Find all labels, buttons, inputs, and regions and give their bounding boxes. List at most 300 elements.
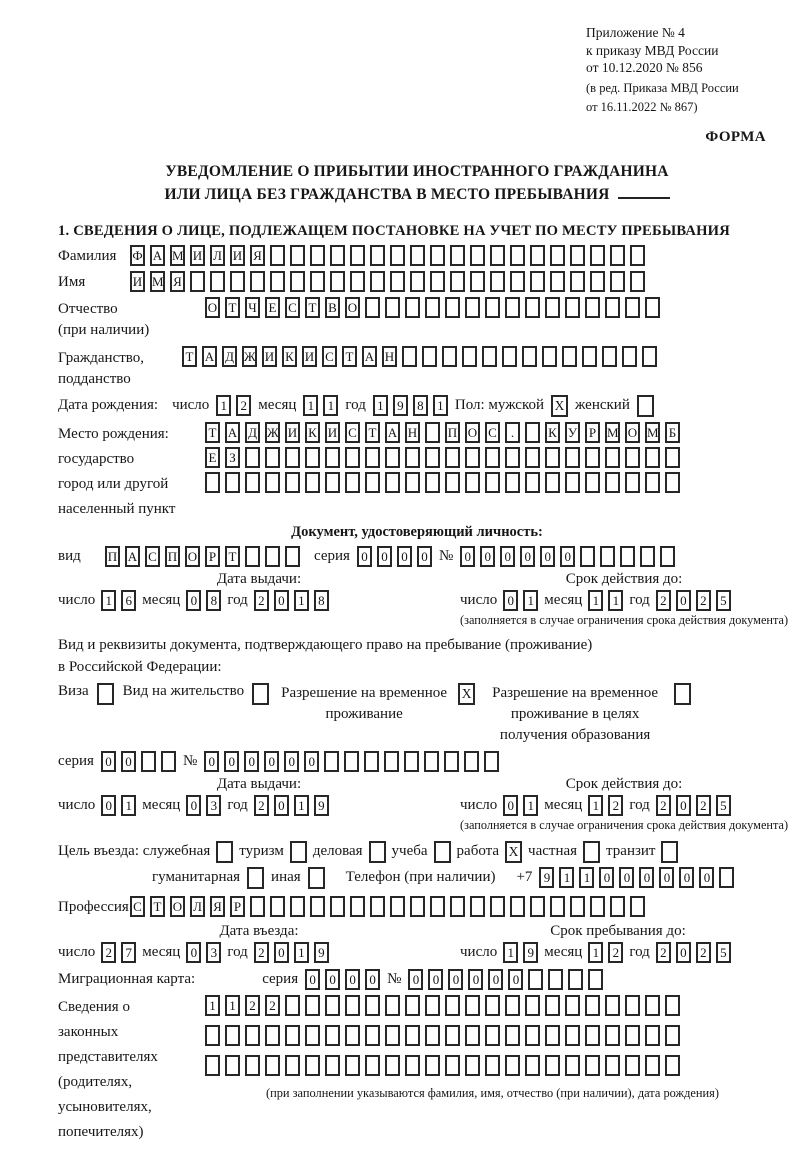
char-cell[interactable] bbox=[425, 1025, 440, 1046]
char-cell[interactable] bbox=[490, 896, 505, 917]
char-cell[interactable]: Т bbox=[150, 896, 165, 917]
char-cell[interactable] bbox=[442, 346, 457, 367]
char-cell[interactable] bbox=[545, 995, 560, 1016]
char-cell[interactable]: 0 bbox=[560, 546, 575, 567]
char-cell[interactable]: 8 bbox=[413, 395, 428, 416]
char-cell[interactable]: 0 bbox=[417, 546, 432, 567]
char-cell[interactable]: З bbox=[225, 447, 240, 468]
char-cell[interactable]: 0 bbox=[244, 751, 259, 772]
char-cell[interactable] bbox=[485, 1055, 500, 1076]
char-cell[interactable]: Т bbox=[305, 297, 320, 318]
char-cell[interactable] bbox=[465, 472, 480, 493]
char-cell[interactable] bbox=[424, 751, 439, 772]
char-cell[interactable]: Е bbox=[205, 447, 220, 468]
char-cell[interactable] bbox=[161, 751, 176, 772]
char-cell[interactable]: Я bbox=[170, 271, 185, 292]
char-cell[interactable] bbox=[505, 472, 520, 493]
char-cell[interactable]: 3 bbox=[206, 942, 221, 963]
char-cell[interactable] bbox=[665, 995, 680, 1016]
char-cell[interactable] bbox=[470, 271, 485, 292]
purpose-official-checkbox[interactable] bbox=[216, 841, 233, 863]
char-cell[interactable] bbox=[665, 1055, 680, 1076]
private-checkbox[interactable] bbox=[583, 841, 600, 863]
char-cell[interactable] bbox=[385, 297, 400, 318]
char-cell[interactable] bbox=[660, 546, 675, 567]
char-cell[interactable] bbox=[585, 447, 600, 468]
char-cell[interactable]: 0 bbox=[468, 969, 483, 990]
char-cell[interactable] bbox=[470, 896, 485, 917]
char-cell[interactable]: С bbox=[130, 896, 145, 917]
char-cell[interactable]: 0 bbox=[676, 590, 691, 611]
char-cell[interactable] bbox=[425, 995, 440, 1016]
char-cell[interactable] bbox=[630, 245, 645, 266]
char-cell[interactable] bbox=[265, 472, 280, 493]
female-checkbox[interactable] bbox=[637, 395, 654, 417]
char-cell[interactable] bbox=[385, 995, 400, 1016]
char-cell[interactable] bbox=[365, 447, 380, 468]
char-cell[interactable]: 1 bbox=[503, 942, 518, 963]
char-cell[interactable] bbox=[370, 896, 385, 917]
char-cell[interactable] bbox=[485, 1025, 500, 1046]
char-cell[interactable]: 1 bbox=[121, 795, 136, 816]
char-cell[interactable] bbox=[505, 1055, 520, 1076]
char-cell[interactable] bbox=[325, 1055, 340, 1076]
char-cell[interactable] bbox=[365, 1025, 380, 1046]
char-cell[interactable]: 1 bbox=[294, 795, 309, 816]
char-cell[interactable]: И bbox=[190, 245, 205, 266]
char-cell[interactable]: К bbox=[545, 422, 560, 443]
char-cell[interactable]: Д bbox=[245, 422, 260, 443]
char-cell[interactable] bbox=[620, 546, 635, 567]
char-cell[interactable]: 9 bbox=[523, 942, 538, 963]
char-cell[interactable] bbox=[550, 896, 565, 917]
char-cell[interactable]: Ч bbox=[245, 297, 260, 318]
char-cell[interactable]: 1 bbox=[523, 590, 538, 611]
char-cell[interactable] bbox=[365, 1055, 380, 1076]
char-cell[interactable] bbox=[405, 1055, 420, 1076]
char-cell[interactable]: Л bbox=[210, 245, 225, 266]
temp-residence-edu-checkbox[interactable] bbox=[674, 683, 691, 705]
residence-permit-checkbox[interactable] bbox=[252, 683, 269, 705]
char-cell[interactable]: 0 bbox=[121, 751, 136, 772]
tourism-checkbox[interactable] bbox=[290, 841, 307, 863]
char-cell[interactable] bbox=[210, 271, 225, 292]
char-cell[interactable]: А bbox=[225, 422, 240, 443]
char-cell[interactable]: 2 bbox=[608, 942, 623, 963]
char-cell[interactable] bbox=[625, 447, 640, 468]
char-cell[interactable] bbox=[305, 472, 320, 493]
char-cell[interactable]: 7 bbox=[121, 942, 136, 963]
char-cell[interactable]: К bbox=[282, 346, 297, 367]
char-cell[interactable]: 0 bbox=[186, 590, 201, 611]
humanitarian-checkbox[interactable] bbox=[247, 867, 264, 889]
char-cell[interactable] bbox=[450, 896, 465, 917]
char-cell[interactable] bbox=[385, 472, 400, 493]
char-cell[interactable] bbox=[485, 995, 500, 1016]
char-cell[interactable] bbox=[565, 1025, 580, 1046]
visa-checkbox[interactable] bbox=[97, 683, 114, 705]
char-cell[interactable]: 0 bbox=[599, 867, 614, 888]
char-cell[interactable] bbox=[430, 245, 445, 266]
char-cell[interactable]: 0 bbox=[325, 969, 340, 990]
char-cell[interactable]: 6 bbox=[121, 590, 136, 611]
char-cell[interactable]: С bbox=[345, 422, 360, 443]
char-cell[interactable] bbox=[205, 472, 220, 493]
char-cell[interactable] bbox=[385, 447, 400, 468]
char-cell[interactable] bbox=[665, 447, 680, 468]
char-cell[interactable]: О bbox=[465, 422, 480, 443]
char-cell[interactable] bbox=[665, 472, 680, 493]
char-cell[interactable]: Т bbox=[225, 297, 240, 318]
char-cell[interactable]: О bbox=[205, 297, 220, 318]
char-cell[interactable] bbox=[645, 995, 660, 1016]
char-cell[interactable] bbox=[345, 447, 360, 468]
char-cell[interactable]: И bbox=[230, 245, 245, 266]
char-cell[interactable]: С bbox=[322, 346, 337, 367]
char-cell[interactable] bbox=[470, 245, 485, 266]
char-cell[interactable] bbox=[245, 1025, 260, 1046]
char-cell[interactable] bbox=[525, 422, 540, 443]
char-cell[interactable]: 1 bbox=[294, 590, 309, 611]
char-cell[interactable] bbox=[305, 1025, 320, 1046]
char-cell[interactable] bbox=[445, 995, 460, 1016]
char-cell[interactable] bbox=[410, 271, 425, 292]
char-cell[interactable]: 1 bbox=[588, 795, 603, 816]
char-cell[interactable] bbox=[665, 1025, 680, 1046]
char-cell[interactable] bbox=[425, 447, 440, 468]
char-cell[interactable] bbox=[325, 995, 340, 1016]
char-cell[interactable] bbox=[528, 969, 543, 990]
char-cell[interactable]: У bbox=[565, 422, 580, 443]
char-cell[interactable] bbox=[605, 1055, 620, 1076]
char-cell[interactable]: 0 bbox=[345, 969, 360, 990]
char-cell[interactable]: 0 bbox=[520, 546, 535, 567]
char-cell[interactable] bbox=[245, 1055, 260, 1076]
char-cell[interactable] bbox=[330, 896, 345, 917]
char-cell[interactable] bbox=[325, 1025, 340, 1046]
char-cell[interactable]: 1 bbox=[588, 590, 603, 611]
char-cell[interactable] bbox=[245, 447, 260, 468]
char-cell[interactable] bbox=[370, 245, 385, 266]
char-cell[interactable] bbox=[545, 1025, 560, 1046]
char-cell[interactable]: 0 bbox=[305, 969, 320, 990]
char-cell[interactable]: О bbox=[185, 546, 200, 567]
char-cell[interactable]: К bbox=[305, 422, 320, 443]
char-cell[interactable] bbox=[645, 297, 660, 318]
char-cell[interactable] bbox=[405, 995, 420, 1016]
char-cell[interactable] bbox=[350, 896, 365, 917]
char-cell[interactable] bbox=[345, 472, 360, 493]
char-cell[interactable]: Ф bbox=[130, 245, 145, 266]
char-cell[interactable]: Т bbox=[182, 346, 197, 367]
char-cell[interactable]: 0 bbox=[264, 751, 279, 772]
char-cell[interactable] bbox=[590, 245, 605, 266]
char-cell[interactable] bbox=[425, 422, 440, 443]
char-cell[interactable]: Т bbox=[225, 546, 240, 567]
char-cell[interactable] bbox=[585, 297, 600, 318]
char-cell[interactable] bbox=[385, 1055, 400, 1076]
char-cell[interactable]: 0 bbox=[480, 546, 495, 567]
char-cell[interactable] bbox=[465, 1025, 480, 1046]
char-cell[interactable] bbox=[405, 472, 420, 493]
char-cell[interactable]: 0 bbox=[659, 867, 674, 888]
char-cell[interactable] bbox=[305, 995, 320, 1016]
char-cell[interactable]: Т bbox=[205, 422, 220, 443]
char-cell[interactable] bbox=[450, 271, 465, 292]
char-cell[interactable] bbox=[545, 297, 560, 318]
char-cell[interactable]: 0 bbox=[460, 546, 475, 567]
char-cell[interactable] bbox=[505, 1025, 520, 1046]
char-cell[interactable] bbox=[570, 271, 585, 292]
char-cell[interactable] bbox=[265, 1025, 280, 1046]
char-cell[interactable]: Я bbox=[210, 896, 225, 917]
char-cell[interactable] bbox=[310, 245, 325, 266]
char-cell[interactable] bbox=[630, 896, 645, 917]
char-cell[interactable] bbox=[285, 1025, 300, 1046]
char-cell[interactable] bbox=[350, 271, 365, 292]
char-cell[interactable] bbox=[285, 546, 300, 567]
char-cell[interactable]: 5 bbox=[716, 795, 731, 816]
char-cell[interactable] bbox=[490, 271, 505, 292]
char-cell[interactable]: Я bbox=[250, 245, 265, 266]
char-cell[interactable]: 9 bbox=[393, 395, 408, 416]
char-cell[interactable] bbox=[542, 346, 557, 367]
char-cell[interactable]: 0 bbox=[284, 751, 299, 772]
char-cell[interactable]: П bbox=[165, 546, 180, 567]
char-cell[interactable] bbox=[445, 1025, 460, 1046]
char-cell[interactable] bbox=[390, 271, 405, 292]
char-cell[interactable] bbox=[530, 271, 545, 292]
char-cell[interactable] bbox=[642, 346, 657, 367]
char-cell[interactable]: 0 bbox=[101, 751, 116, 772]
char-cell[interactable]: 0 bbox=[500, 546, 515, 567]
char-cell[interactable]: 0 bbox=[408, 969, 423, 990]
char-cell[interactable]: И bbox=[302, 346, 317, 367]
char-cell[interactable]: 3 bbox=[206, 795, 221, 816]
char-cell[interactable]: 0 bbox=[377, 546, 392, 567]
char-cell[interactable] bbox=[610, 245, 625, 266]
char-cell[interactable]: С bbox=[145, 546, 160, 567]
char-cell[interactable] bbox=[270, 271, 285, 292]
char-cell[interactable]: 1 bbox=[323, 395, 338, 416]
char-cell[interactable] bbox=[205, 1055, 220, 1076]
char-cell[interactable] bbox=[605, 995, 620, 1016]
char-cell[interactable]: В bbox=[325, 297, 340, 318]
char-cell[interactable] bbox=[545, 472, 560, 493]
char-cell[interactable] bbox=[645, 472, 660, 493]
char-cell[interactable] bbox=[384, 751, 399, 772]
char-cell[interactable] bbox=[502, 346, 517, 367]
char-cell[interactable] bbox=[610, 271, 625, 292]
char-cell[interactable]: 2 bbox=[696, 590, 711, 611]
char-cell[interactable]: П bbox=[445, 422, 460, 443]
char-cell[interactable] bbox=[505, 995, 520, 1016]
char-cell[interactable] bbox=[530, 896, 545, 917]
char-cell[interactable] bbox=[330, 245, 345, 266]
char-cell[interactable]: М bbox=[150, 271, 165, 292]
char-cell[interactable]: 1 bbox=[559, 867, 574, 888]
char-cell[interactable] bbox=[390, 245, 405, 266]
char-cell[interactable]: А bbox=[362, 346, 377, 367]
char-cell[interactable] bbox=[585, 995, 600, 1016]
char-cell[interactable] bbox=[324, 751, 339, 772]
char-cell[interactable] bbox=[565, 447, 580, 468]
char-cell[interactable] bbox=[305, 1055, 320, 1076]
char-cell[interactable] bbox=[370, 271, 385, 292]
char-cell[interactable] bbox=[245, 472, 260, 493]
char-cell[interactable] bbox=[365, 995, 380, 1016]
char-cell[interactable] bbox=[270, 245, 285, 266]
char-cell[interactable] bbox=[640, 546, 655, 567]
char-cell[interactable]: Р bbox=[230, 896, 245, 917]
char-cell[interactable] bbox=[325, 472, 340, 493]
char-cell[interactable] bbox=[190, 271, 205, 292]
char-cell[interactable]: 1 bbox=[608, 590, 623, 611]
char-cell[interactable] bbox=[525, 1025, 540, 1046]
temp-residence-checkbox[interactable]: X bbox=[458, 683, 475, 705]
char-cell[interactable]: М bbox=[645, 422, 660, 443]
char-cell[interactable] bbox=[485, 447, 500, 468]
char-cell[interactable] bbox=[585, 1025, 600, 1046]
char-cell[interactable]: Ж bbox=[265, 422, 280, 443]
char-cell[interactable]: 0 bbox=[186, 795, 201, 816]
char-cell[interactable] bbox=[545, 1055, 560, 1076]
char-cell[interactable] bbox=[562, 346, 577, 367]
char-cell[interactable] bbox=[625, 1055, 640, 1076]
char-cell[interactable] bbox=[405, 1025, 420, 1046]
char-cell[interactable] bbox=[445, 472, 460, 493]
char-cell[interactable] bbox=[230, 271, 245, 292]
char-cell[interactable] bbox=[402, 346, 417, 367]
char-cell[interactable]: 0 bbox=[488, 969, 503, 990]
char-cell[interactable] bbox=[465, 1055, 480, 1076]
char-cell[interactable]: 9 bbox=[539, 867, 554, 888]
char-cell[interactable]: 9 bbox=[314, 942, 329, 963]
char-cell[interactable] bbox=[365, 472, 380, 493]
char-cell[interactable] bbox=[364, 751, 379, 772]
char-cell[interactable]: 0 bbox=[224, 751, 239, 772]
char-cell[interactable]: 0 bbox=[274, 590, 289, 611]
char-cell[interactable] bbox=[548, 969, 563, 990]
char-cell[interactable]: 2 bbox=[656, 942, 671, 963]
char-cell[interactable]: П bbox=[105, 546, 120, 567]
char-cell[interactable] bbox=[225, 472, 240, 493]
char-cell[interactable]: 8 bbox=[206, 590, 221, 611]
char-cell[interactable] bbox=[585, 472, 600, 493]
char-cell[interactable]: Е bbox=[265, 297, 280, 318]
char-cell[interactable]: 1 bbox=[225, 995, 240, 1016]
char-cell[interactable]: 1 bbox=[294, 942, 309, 963]
char-cell[interactable] bbox=[462, 346, 477, 367]
char-cell[interactable]: 0 bbox=[304, 751, 319, 772]
char-cell[interactable]: 1 bbox=[373, 395, 388, 416]
char-cell[interactable]: 2 bbox=[245, 995, 260, 1016]
char-cell[interactable] bbox=[605, 297, 620, 318]
char-cell[interactable] bbox=[605, 447, 620, 468]
char-cell[interactable]: 0 bbox=[676, 795, 691, 816]
char-cell[interactable]: 0 bbox=[639, 867, 654, 888]
char-cell[interactable] bbox=[645, 1055, 660, 1076]
business-checkbox[interactable] bbox=[369, 841, 386, 863]
char-cell[interactable]: 0 bbox=[676, 942, 691, 963]
char-cell[interactable] bbox=[265, 447, 280, 468]
char-cell[interactable] bbox=[550, 271, 565, 292]
char-cell[interactable] bbox=[525, 297, 540, 318]
char-cell[interactable] bbox=[250, 271, 265, 292]
char-cell[interactable]: О bbox=[625, 422, 640, 443]
char-cell[interactable]: 0 bbox=[540, 546, 555, 567]
char-cell[interactable]: Ж bbox=[242, 346, 257, 367]
char-cell[interactable] bbox=[285, 1055, 300, 1076]
char-cell[interactable] bbox=[580, 546, 595, 567]
char-cell[interactable] bbox=[405, 297, 420, 318]
char-cell[interactable] bbox=[525, 447, 540, 468]
char-cell[interactable] bbox=[430, 271, 445, 292]
char-cell[interactable] bbox=[585, 1055, 600, 1076]
char-cell[interactable] bbox=[605, 472, 620, 493]
char-cell[interactable] bbox=[645, 447, 660, 468]
char-cell[interactable] bbox=[568, 969, 583, 990]
char-cell[interactable]: 0 bbox=[679, 867, 694, 888]
char-cell[interactable]: 0 bbox=[699, 867, 714, 888]
char-cell[interactable] bbox=[350, 245, 365, 266]
char-cell[interactable] bbox=[530, 245, 545, 266]
char-cell[interactable]: Н bbox=[405, 422, 420, 443]
char-cell[interactable] bbox=[450, 245, 465, 266]
char-cell[interactable] bbox=[610, 896, 625, 917]
char-cell[interactable] bbox=[141, 751, 156, 772]
char-cell[interactable] bbox=[645, 1025, 660, 1046]
char-cell[interactable] bbox=[590, 271, 605, 292]
char-cell[interactable] bbox=[588, 969, 603, 990]
char-cell[interactable]: Д bbox=[222, 346, 237, 367]
char-cell[interactable] bbox=[550, 245, 565, 266]
char-cell[interactable] bbox=[285, 995, 300, 1016]
char-cell[interactable]: 0 bbox=[508, 969, 523, 990]
char-cell[interactable]: Р bbox=[205, 546, 220, 567]
char-cell[interactable] bbox=[305, 447, 320, 468]
study-checkbox[interactable] bbox=[434, 841, 451, 863]
char-cell[interactable]: Т bbox=[365, 422, 380, 443]
char-cell[interactable]: 0 bbox=[274, 795, 289, 816]
char-cell[interactable] bbox=[425, 472, 440, 493]
char-cell[interactable]: 0 bbox=[186, 942, 201, 963]
char-cell[interactable] bbox=[405, 447, 420, 468]
char-cell[interactable]: Л bbox=[190, 896, 205, 917]
char-cell[interactable] bbox=[270, 896, 285, 917]
char-cell[interactable] bbox=[285, 447, 300, 468]
char-cell[interactable] bbox=[344, 751, 359, 772]
char-cell[interactable] bbox=[625, 472, 640, 493]
char-cell[interactable] bbox=[505, 297, 520, 318]
char-cell[interactable] bbox=[465, 447, 480, 468]
char-cell[interactable] bbox=[510, 271, 525, 292]
char-cell[interactable]: И bbox=[285, 422, 300, 443]
char-cell[interactable]: 9 bbox=[314, 795, 329, 816]
work-checkbox[interactable]: X bbox=[505, 841, 522, 863]
char-cell[interactable]: 0 bbox=[397, 546, 412, 567]
char-cell[interactable] bbox=[510, 896, 525, 917]
char-cell[interactable] bbox=[630, 271, 645, 292]
char-cell[interactable] bbox=[490, 245, 505, 266]
char-cell[interactable]: И bbox=[325, 422, 340, 443]
char-cell[interactable]: 1 bbox=[523, 795, 538, 816]
char-cell[interactable]: 0 bbox=[357, 546, 372, 567]
char-cell[interactable] bbox=[485, 297, 500, 318]
char-cell[interactable] bbox=[482, 346, 497, 367]
char-cell[interactable]: И bbox=[130, 271, 145, 292]
char-cell[interactable]: Т bbox=[342, 346, 357, 367]
